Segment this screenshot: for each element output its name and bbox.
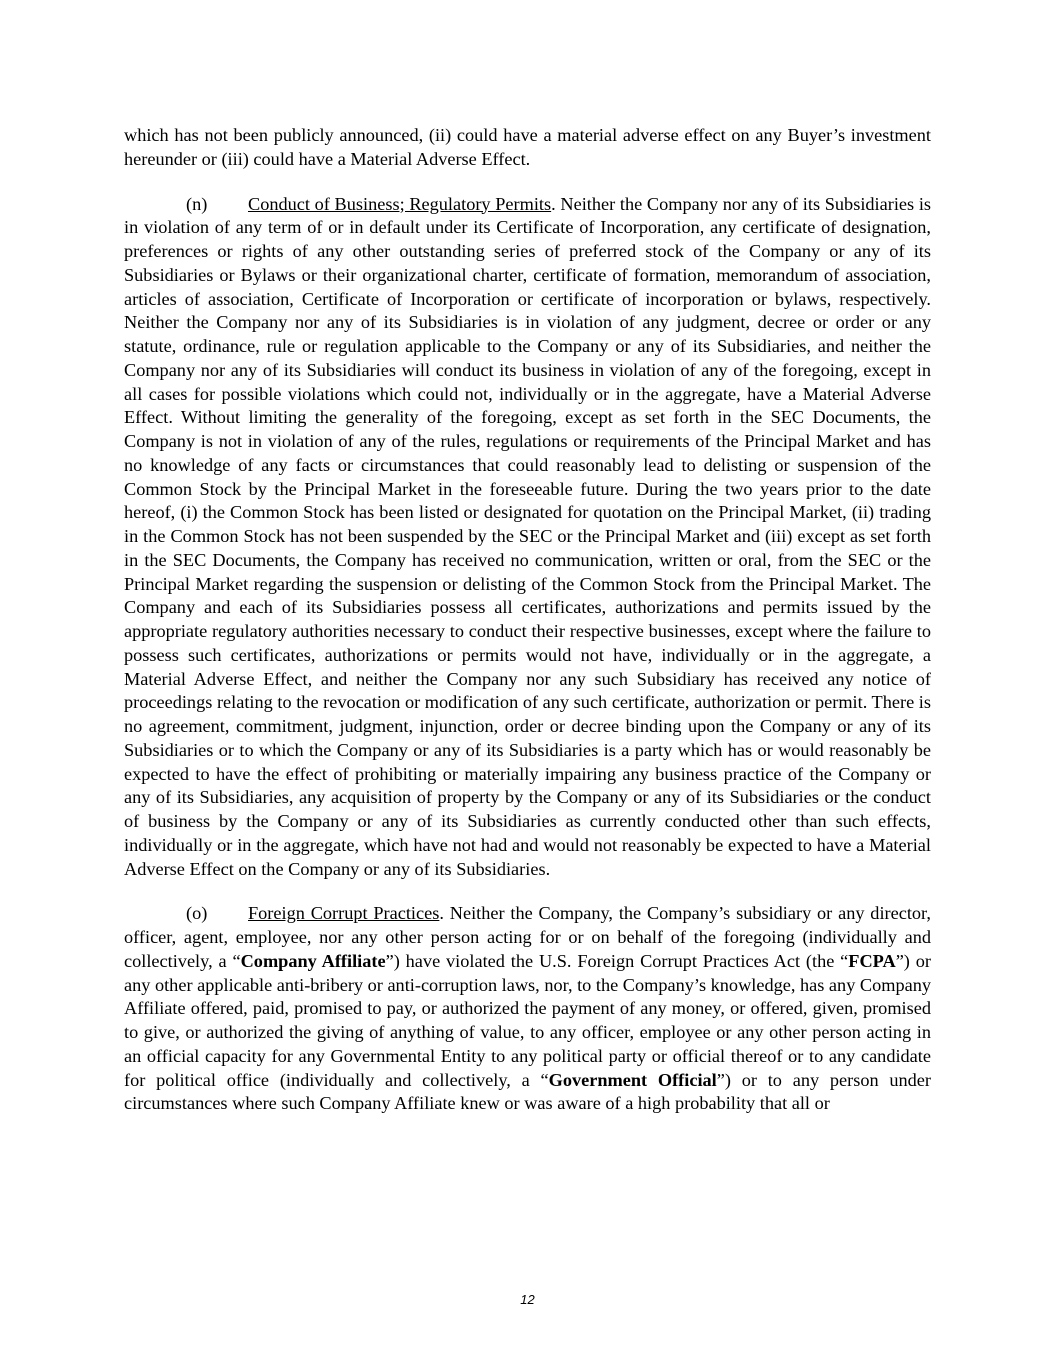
section-o-text-4: ”) or to any person under circumstances where such Company Affiliate knew or was aware of a high probability that all or [124, 1069, 932, 1114]
continuation-text: which has not been publicly announced, (ii) could have a material adverse effect on any Buyer’s investment hereunder or (iii) could have a Material Adverse Effect. [124, 125, 931, 169]
section-n-label: (n) [186, 193, 208, 214]
section-o-text-2: ”) have violated the U.S. Foreign Corrupt Practices Act (the “ [385, 950, 849, 971]
section-o-text-3: ”) or any other applicable anti-bribery or anti-corruption laws, nor, to the Company’s knowledge, has any Company Affiliate offered, paid, promised to pay, or authorized the payment of any money, or offered, given, promised to give, or authorized the giving of anything of value, to any officer, employee or any other person acting in an official capacity for any Governmental Entity to any political party or official thereof or to any candidate for political office (individually and collectively, a “ [124, 950, 931, 1090]
section-o-heading: Foreign Corrupt Practices [248, 903, 440, 924]
section-o-label: (o) [186, 903, 208, 924]
page-number: 12 [520, 1292, 535, 1307]
section-n-text: . Neither the Company nor any of its Subsidiaries is in violation of any term of or in default under its Certificate of Incorporation, any certificate of designation, preferences or rights of any other outstanding series of preferred stock of the Company or any of its Subsidiaries or Bylaws or their organizational charter, certificate of formation, memorandum of association, articles of association, Certificate of Incorporation or certificate of incorporation or bylaws, respectively. Neither the Company nor any of its Subsidiaries is in violation of any judgment, decree or order or any statute, ordinance, rule or regulation applicable to the Company or any of its Subsidiaries, and neither the Company nor any of its Subsidiaries will conduct its business in violation of any of the foregoing, except in all cases for possible violations which could not, individually or in the aggregate, have a Material Adverse Effect. Without limiting the generality of the foregoing, except as set forth in the SEC Documents, the Company is not in violation of any of the rules, regulations or requirements of the Principal Market and has no knowledge of any facts or circumstances that could reasonably lead to delisting or suspension of the Common Stock by the Principal Market in the foreseeable future. During the two years prior to the date hereof, (i) the Common Stock has been listed or designated for quotation on the Principal Market, (ii) trading in the Common Stock has not been suspended by the SEC or the Principal Market and (iii) except as set forth in the SEC Documents, the Company has received no communication, written or oral, from the SEC or the Principal Market regarding the suspension or delisting of the Common Stock from the Principal Market. The Company and each of its Subsidiaries possess all certificates, authorizations and permits issued by the appropriate regulatory authorities necessary to conduct their respective businesses, except where the failure to possess such certificates, authorizations or permits would not have, individually or in the aggregate, a Material Adverse Effect, and neither the Company nor any such Subsidiary has received any notice of proceedings relating to the revocation or modification of any such certificate, authorization or permit. There is no agreement, commitment, judgment, injunction, order or decree binding upon the Company or any of its Subsidiaries or to which the Company or any of its Subsidiaries is a party which has or would reasonably be expected to have the effect of prohibiting or materially impairing any business practice of the Company or any of its Subsidiaries, any acquisition of property by the Company or any of its Subsidiaries or the conduct of business by the Company or any of its Subsidiaries as currently conducted other than such effects, individually or in the aggregate, which have not had and would not reasonably be expected to have a Material Adverse Effect on the Company or any of its Subsidiaries. [124, 193, 932, 879]
continuation-paragraph [124, 124, 931, 172]
defined-term-fcpa: FCPA [848, 950, 896, 971]
section-n-heading: Conduct of Business; Regulatory Permits [248, 193, 552, 214]
document-body [124, 124, 931, 1137]
defined-term-company-affiliate: Company Affiliate [240, 950, 386, 971]
section-o-text-1: . Neither the Company, the Company’s subsidiary or any director, officer, agent, employee, nor any other person acting for or on behalf of the foregoing (individually and collectively, a “ [124, 903, 931, 971]
defined-term-government-official: Government Official [548, 1069, 717, 1090]
section-o-paragraph [124, 902, 931, 1116]
section-n-paragraph [124, 193, 931, 882]
